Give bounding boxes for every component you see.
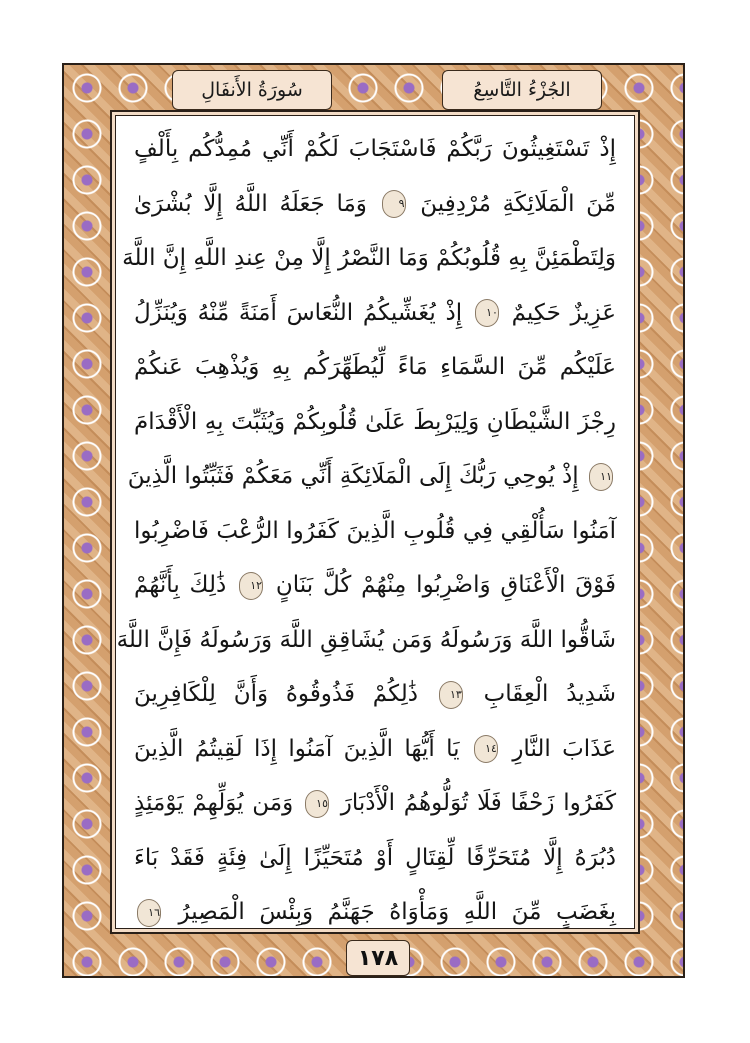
verse-number-marker: ١٣ <box>439 681 463 709</box>
text-line <box>134 504 616 559</box>
verse-text: رِجْزَ الشَّيْطَانِ وَلِيَرْبِطَ عَلَىٰ قُلُوبِكُمْ وَيُثَبِّتَ بِهِ الْأَقْدَامَ <box>134 408 616 435</box>
quran-text-body <box>115 115 635 929</box>
verse-text: شَاقُّوا اللَّهَ وَرَسُولَهُ وَمَن يُشَاقِقِ اللَّهَ وَرَسُولَهُ فَإِنَّ اللَّهَ <box>116 626 616 653</box>
text-line <box>134 776 616 831</box>
verse-number-marker: ١٦ <box>137 899 161 927</box>
text-line <box>134 885 616 940</box>
text-line <box>134 558 616 613</box>
verse-number-marker: ١٤ <box>474 735 498 763</box>
verse-text: شَدِيدُ الْعِقَابِ <box>483 681 617 707</box>
verse-text: آمَنُوا سَأُلْقِي فِي قُلُوبِ الَّذِينَ كَفَرُوا الرُّعْبَ فَاضْرِبُوا <box>134 517 616 544</box>
verse-text: ذَٰلِكُمْ فَذُوقُوهُ وَأَنَّ لِلْكَافِرِينَ <box>134 681 419 707</box>
text-panel <box>110 110 640 934</box>
page-number-box <box>346 940 410 976</box>
text-line <box>134 340 616 395</box>
surah-name-label <box>172 70 332 110</box>
verse-text: دُبُرَهُ إِلَّا مُتَحَرِّفًا لِّقِتَالٍ أَوْ مُتَحَيِّزًا إِلَىٰ فِئَةٍ فَقَدْ بَاءَ <box>134 844 616 871</box>
text-line <box>127 449 616 504</box>
verse-text: عَزِيزٌ حَكِيمٌ <box>511 299 617 326</box>
text-line <box>134 667 616 722</box>
surah-name: سُورَةُ الأَنفَالِ <box>201 79 303 101</box>
verse-text: عَذَابَ النَّارِ <box>512 735 616 762</box>
text-line <box>134 177 616 232</box>
text-line <box>134 395 616 450</box>
verse-text: إِذْ تَسْتَغِيثُونَ رَبَّكُمْ فَاسْتَجَابَ لَكُمْ أَنِّي مُمِدُّكُم بِأَلْفٍ <box>134 136 616 162</box>
verse-text: كَفَرُوا زَحْفًا فَلَا تُوَلُّوهُمُ الْأَدْبَارَ <box>340 790 617 816</box>
verse-text: إِذْ يُوحِي رَبُّكَ إِلَى الْمَلَائِكَةِ أَنِّي مَعَكُمْ فَثَبِّتُوا الَّذِينَ <box>127 463 579 489</box>
verse-number-marker: ١٢ <box>239 572 263 600</box>
text-line <box>134 286 616 341</box>
verse-text: فَوْقَ الْأَعْنَاقِ وَاضْرِبُوا مِنْهُمْ كُلَّ بَنَانٍ <box>275 572 616 598</box>
verse-text: وَمَا جَعَلَهُ اللَّهُ إِلَّا بُشْرَىٰ <box>134 190 367 217</box>
verse-text: عَلَيْكُم مِّنَ السَّمَاءِ مَاءً لِّيُطَهِّرَكُم بِهِ وَيُذْهِبَ عَنكُمْ <box>134 354 616 380</box>
verse-text: وَلِتَطْمَئِنَّ بِهِ قُلُوبُكُمْ وَمَا النَّصْرُ إِلَّا مِنْ عِندِ اللَّهِ إِنَّ اللَّهَ <box>122 245 616 271</box>
page-number: ١٧٨ <box>357 945 399 971</box>
verse-text: وَمَن يُوَلِّهِمْ يَوْمَئِذٍ <box>134 790 294 816</box>
verse-text: بِغَضَبٍ مِّنَ اللَّهِ وَمَأْوَاهُ جَهَنَّمُ وَبِئْسَ الْمَصِيرُ <box>178 899 616 925</box>
text-line <box>134 122 616 177</box>
verse-text: مِّنَ الْمَلَائِكَةِ مُرْدِفِينَ <box>420 190 617 217</box>
verse-text: يَا أَيُّهَا الَّذِينَ آمَنُوا إِذَا لَقِيتُمُ الَّذِينَ <box>134 735 460 762</box>
verse-text: ذَٰلِكَ بِأَنَّهُمْ <box>134 572 227 598</box>
text-line <box>134 722 616 777</box>
juz-label <box>442 70 602 110</box>
ornamental-page-frame <box>62 63 685 978</box>
verse-number-marker: ٩ <box>382 190 406 218</box>
text-line <box>116 613 616 668</box>
verse-number-marker: ١٠ <box>475 299 499 327</box>
verse-number-marker: ١٥ <box>305 790 329 818</box>
juz-name: الجُزْءُ التَّاسِعُ <box>473 79 571 101</box>
text-line <box>122 231 616 286</box>
verse-number-marker: ١١ <box>589 463 613 491</box>
verse-text: إِذْ يُغَشِّيكُمُ النُّعَاسَ أَمَنَةً مِّنْهُ وَيُنَزِّلُ <box>134 299 463 326</box>
text-line <box>134 831 616 886</box>
